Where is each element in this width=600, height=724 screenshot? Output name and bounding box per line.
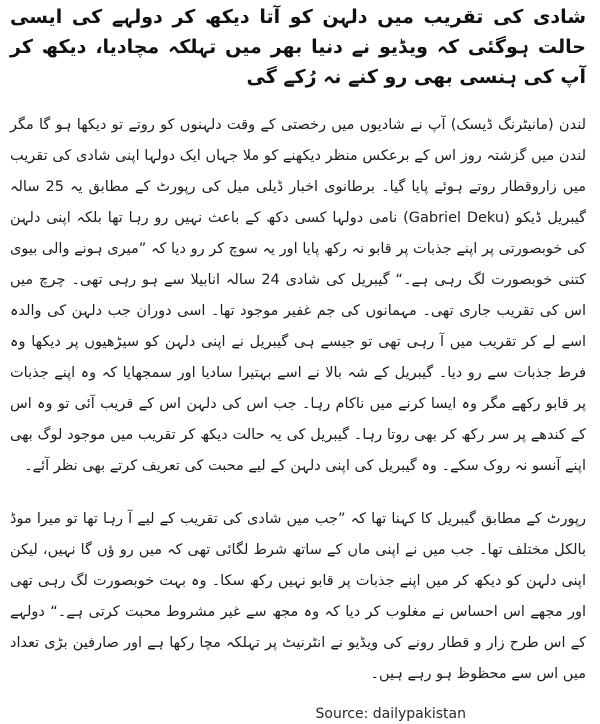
article-paragraph-1: لندن (مانیٹرنگ ڈیسک) آپ نے شادیوں میں رخصتی کے وقت دلہنوں کو روتے تو دیکھا ہو گا مگر لندن میں گزشتہ روز اس کے برعکس منظر دیکھنے کو ملا جہاں ایک دولہا اپنی شادی کی تقریب میں زاروقطار روتے ہوئے پایا گیا۔ برطانوی اخبار ڈیلی میل کی رپورٹ کے مطابق یہ 25 سالہ گیبریل ڈیکو (Gabriel Deku) نامی دولہا کسی دکھ کے باعث نہیں رو رہا تھا بلکہ اپنی دلہن کی خوبصورتی پر اپنے جذبات پر قابو نہ رکھ پایا اور یہ سوچ کر رو دیا کہ ”میری ہونے والی بیوی کتنی خوبصورت لگ رہی ہے۔“ گیبریل کی شادی 24 سالہ انابیلا سے ہو رہی تھی۔ چرچ میں اس کی تقریب جاری تھی۔ مہمانوں کی جم غفیر موجود تھا۔ اسی دوران جب دلہن کی والدہ اسے لے کر تقریب میں آ رہی تھی تو جیسے ہی گیبریل نے اپنی دلہن کو سیڑھیوں پر دیکھا وہ فرط جذبات سے رو دیا۔ گیبریل کے شہ بالا نے اسے بہتیرا سادیا اور سمجھایا کہ وہ اپنے جذبات پر قابو رکھے مگر وہ ایسا کرنے میں ناکام رہا۔ جب اس کی دلہن اس کے قریب آئی تو وہ اس کے کندھے پر سر رکھ کر بھی روتا رہا۔ گیبریل کی یہ حالت دیکھ کر تقریب میں موجود لوگ بھی اپنے آنسو نہ روک سکے۔ وہ گیبریل کی اپنی دلہن کے لیے محبت کی تعریف کرتے بھی نظر آئے۔	[10, 117, 587, 474]
article-page	[0, 2, 600, 722]
article-headline: شادی کی تقریب میں دلہن کو آتا دیکھ کر دولہے کی ایسی حالت ہوگئی کہ ویڈیو نے دنیا بھر میں تہلکہ مچادیا، دیکھ کر آپ کی ہنسی بھی رو کنے نہ رُکے گی	[10, 6, 586, 88]
article-paragraph-2: رپورٹ کے مطابق گیبریل کا کہنا تھا کہ ”جب میں شادی کی تقریب کے لیے آ رہا تھا تو میرا موڈ بالکل مختلف تھا۔ جب میں نے اپنی ماں کے ساتھ شرط لگائی تھی کہ میں رو ؤں گا نہیں، لیکن اپنی دلہن کو دیکھ کر میں اپنے جذبات پر قابو نہیں رکھ سکا۔ وہ بہت خوبصورت لگ رہی تھی اور مجھے اس احساس نے مغلوب کر دیا کہ وہ مجھ سے غیر مشروط محبت کرتی ہے۔“ دولہے کے اس طرح زار و قطار رونے کی ویڈیو نے انٹرنیٹ پر تہلکہ مچا رکھا ہے اور صارفین بڑی تعداد میں اس سے محظوظ ہو رہے ہیں۔	[10, 511, 586, 682]
article-source-line: Source: dailypakistan	[315, 706, 466, 722]
